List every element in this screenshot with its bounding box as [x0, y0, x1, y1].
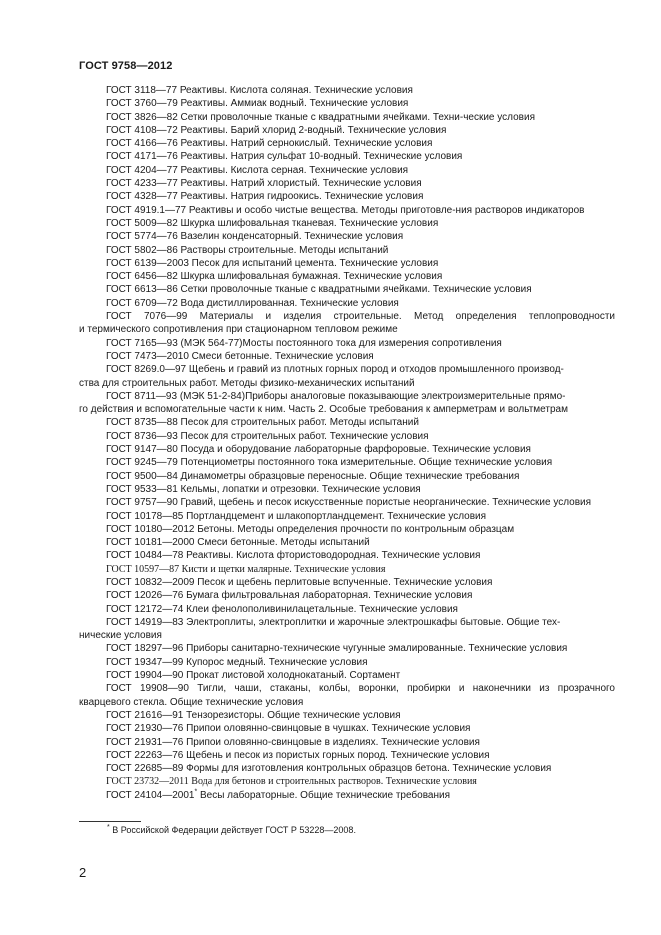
- reference-text: ГОСТ 10597—87 Кисти и щетки малярные. Технические условия: [106, 563, 386, 575]
- reference-text: ГОСТ 9533—81 Кельмы, лопатки и отрезовки. Технические условия: [106, 483, 421, 495]
- reference-item: [79, 669, 615, 682]
- reference-text: ГОСТ 3118—77 Реактивы. Кислота соляная. Технические условия: [106, 85, 413, 96]
- reference-text: ГОСТ 4328—77 Реактивы. Натрия гидроокись. Технические условия: [106, 191, 424, 203]
- footnote-divider: [79, 821, 141, 822]
- reference-item: [79, 390, 615, 403]
- reference-text: ГОСТ 4166—76 Реактивы. Натрий сернокислый. Технические условия: [106, 138, 433, 150]
- reference-item: [79, 549, 615, 562]
- reference-text: ГОСТ 4919.1—77 Реактивы и особо чистые вещества. Методы приготовле-ния растворов индикаторов: [106, 204, 585, 216]
- reference-continuation: [79, 696, 615, 709]
- reference-item: [79, 204, 615, 217]
- reference-item: [79, 244, 615, 257]
- reference-item: [79, 775, 615, 788]
- reference-item: [79, 337, 615, 350]
- reference-text: ГОСТ 23732—2011 Вода для бетонов и строительных растворов. Технические условия: [106, 776, 477, 788]
- reference-text: ГОСТ 18297—96 Приборы санитарно-технические чугунные эмалированные. Технические условия: [106, 643, 568, 655]
- reference-item: [79, 789, 615, 802]
- reference-continuation: [79, 629, 615, 642]
- reference-item: [79, 97, 615, 110]
- reference-item: [79, 84, 615, 97]
- footnote-text: В Российской Федерации действует ГОСТ Р 53228—2008.: [109, 825, 356, 835]
- reference-text: ГОСТ 21930—76 Припои оловянно-свинцовые в чушках. Технические условия: [106, 723, 471, 735]
- reference-item: [79, 257, 615, 270]
- reference-item: [79, 709, 615, 722]
- reference-item: [79, 722, 615, 735]
- reference-text: ГОСТ 12026—76 Бумага фильтровальная лабораторная. Технические условия: [106, 590, 473, 602]
- reference-item: [79, 470, 615, 483]
- reference-item: [79, 749, 615, 762]
- reference-item: [79, 270, 615, 283]
- reference-text: ГОСТ 22685—89 Формы для изготовления контрольных образцов бетона. Технические условия: [106, 763, 552, 775]
- reference-text: ства для строительных работ. Методы физико-механических испытаний: [79, 377, 415, 389]
- reference-item: [79, 523, 615, 536]
- reference-text: ГОСТ 19347—99 Купорос медный. Технические условия: [106, 656, 368, 668]
- reference-text: ГОСТ 10484—78 Реактивы. Кислота фтористоводородная. Технические условия: [106, 550, 481, 562]
- reference-text: ГОСТ 4171—76 Реактивы. Натрия сульфат 10-водный. Технические условия: [106, 151, 463, 163]
- reference-text: ГОСТ 3760—79 Реактивы. Аммиак водный. Технические условия: [106, 98, 409, 110]
- reference-item: [79, 283, 615, 296]
- reference-text: ГОСТ 5009—82 Шкурка шлифовальная тканевая. Технические условия: [106, 217, 439, 229]
- reference-item: [79, 616, 615, 629]
- reference-item: [79, 111, 615, 124]
- reference-continuation: [79, 323, 615, 336]
- reference-text: ГОСТ 5802—86 Растворы строительные. Методы испытаний: [106, 244, 389, 256]
- reference-text: ГОСТ 22263—76 Щебень и песок из пористых горных пород. Технические условия: [106, 749, 490, 761]
- reference-item: [79, 483, 615, 496]
- reference-item: [79, 124, 615, 137]
- reference-text: ГОСТ 14919—83 Электроплиты, электроплитки и жарочные электрошкафы бытовые. Общие тех-: [106, 616, 561, 628]
- reference-text: ГОСТ 24104—2001: [106, 789, 195, 801]
- reference-item: [79, 456, 615, 469]
- reference-text: ГОСТ 19904—90 Прокат листовой холоднокатаный. Сортамент: [106, 670, 401, 682]
- reference-item: [79, 656, 615, 669]
- reference-text: ГОСТ 4108—72 Реактивы. Барий хлорид 2-водный. Технические условия: [106, 124, 447, 136]
- reference-item: [79, 589, 615, 602]
- reference-text: ГОСТ 6709—72 Вода дистиллированная. Технические условия: [106, 297, 399, 309]
- reference-text: ГОСТ 9245—79 Потенциометры постоянного тока измерительные. Общие технические условия: [106, 457, 553, 469]
- reference-text: ГОСТ 19908—90 Тигли, чаши, стаканы, колбы, воронки, пробирки и наконечники из прозрачного: [106, 683, 615, 695]
- reference-text: ГОСТ 9757—90 Гравий, щебень и песок искусственные пористые неорганические. Технические условия: [106, 497, 592, 509]
- reference-item: [79, 416, 615, 429]
- reference-item: [79, 164, 615, 177]
- reference-item: [79, 563, 615, 576]
- reference-item: [79, 230, 615, 243]
- reference-text: ГОСТ 9500—84 Динамометры образцовые переносные. Общие технические требования: [106, 470, 520, 482]
- reference-item: [79, 682, 615, 695]
- reference-item: [79, 576, 615, 589]
- reference-text: ГОСТ 4233—77 Реактивы. Натрий хлористый. Технические условия: [106, 178, 422, 190]
- reference-item: [79, 736, 615, 749]
- page-header: ГОСТ 9758—2012: [79, 60, 173, 72]
- reference-text: ГОСТ 7165—93 (МЭК 564-77)Мосты постоянного тока для измерения сопротивления: [106, 337, 502, 349]
- reference-item: [79, 350, 615, 363]
- reference-text: ГОСТ 10181—2000 Смеси бетонные. Методы испытаний: [106, 537, 370, 549]
- reference-item: [79, 762, 615, 775]
- reference-item: [79, 603, 615, 616]
- reference-text: ГОСТ 3826—82 Сетки проволочные тканые с квадратными ячейками. Техни-ческие условия: [106, 111, 535, 123]
- reference-text: ГОСТ 10180—2012 Бетоны. Методы определения прочности по контрольным образцам: [106, 523, 515, 535]
- reference-item: [79, 536, 615, 549]
- reference-item: [79, 150, 615, 163]
- reference-text: кварцевого стекла. Общие технические условия: [79, 696, 304, 708]
- reference-text: ГОСТ 10178—85 Портландцемент и шлакопортландцемент. Технические условия: [106, 510, 487, 522]
- reference-text: ГОСТ 6456—82 Шкурка шлифовальная бумажная. Технические условия: [106, 271, 443, 283]
- footnote-mark: *: [107, 824, 110, 831]
- reference-text: ГОСТ 6613—86 Сетки проволочные тканые с квадратными ячейками. Технические условия: [106, 284, 532, 296]
- reference-item: [79, 443, 615, 456]
- reference-text: ГОСТ 7473—2010 Смеси бетонные. Технические условия: [106, 350, 374, 362]
- reference-item: [79, 496, 615, 509]
- reference-text: ГОСТ 21931—76 Припои оловянно-свинцовые в изделиях. Технические условия: [106, 736, 480, 748]
- reference-item: [79, 310, 615, 323]
- reference-text: ГОСТ 8711—93 (МЭК 51-2-84)Приборы аналоговые показывающие электроизмерительные прямо-: [106, 390, 566, 402]
- reference-continuation: [79, 403, 615, 416]
- reference-continuation: [79, 377, 615, 390]
- reference-text: ГОСТ 21616—91 Тензорезисторы. Общие технические условия: [106, 709, 401, 721]
- reference-text: и термического сопротивления при стационарном тепловом режиме: [79, 324, 398, 336]
- reference-item: [79, 217, 615, 230]
- reference-text-tail: Весы лабораторные. Общие технические требования: [197, 789, 451, 801]
- reference-text: ГОСТ 5774—76 Вазелин конденсаторный. Технические условия: [106, 231, 404, 243]
- reference-item: [79, 510, 615, 523]
- reference-item: [79, 642, 615, 655]
- reference-text: ГОСТ 9147—80 Посуда и оборудование лабораторные фарфоровые. Технические условия: [106, 444, 531, 456]
- reference-text: ГОСТ 12172—74 Клеи фенолополивинилацетальные. Технические условия: [106, 603, 458, 615]
- reference-item: [79, 430, 615, 443]
- reference-text: ГОСТ 7076—99 Материалы и изделия строительные. Метод определения теплопроводности: [106, 311, 615, 323]
- reference-item: [79, 190, 615, 203]
- page-number: 2: [79, 865, 87, 880]
- reference-text: ГОСТ 4204—77 Реактивы. Кислота серная. Технические условия: [106, 164, 409, 176]
- footnote: [107, 825, 356, 835]
- reference-text: ГОСТ 10832—2009 Песок и щебень перлитовые вспученные. Технические условия: [106, 576, 493, 588]
- reference-item: [79, 363, 615, 376]
- reference-text: ГОСТ 8269.0—97 Щебень и гравий из плотных горных пород и отходов промышленного производ-: [106, 364, 564, 376]
- reference-text: го действия и вспомогательные части к ним. Часть 2. Особые требования к амперметрам и вольтметрам: [79, 404, 568, 416]
- reference-text: ГОСТ 8735—88 Песок для строительных работ. Методы испытаний: [106, 417, 419, 429]
- reference-item: [79, 297, 615, 310]
- reference-text: ГОСТ 6139—2003 Песок для испытаний цемента. Технические условия: [106, 257, 439, 269]
- reference-item: [79, 177, 615, 190]
- references-list: [79, 84, 615, 802]
- footnote-ref-mark: *: [194, 788, 198, 796]
- reference-item: [79, 137, 615, 150]
- reference-text: нические условия: [79, 630, 162, 642]
- reference-text: ГОСТ 8736—93 Песок для строительных работ. Технические условия: [106, 430, 429, 442]
